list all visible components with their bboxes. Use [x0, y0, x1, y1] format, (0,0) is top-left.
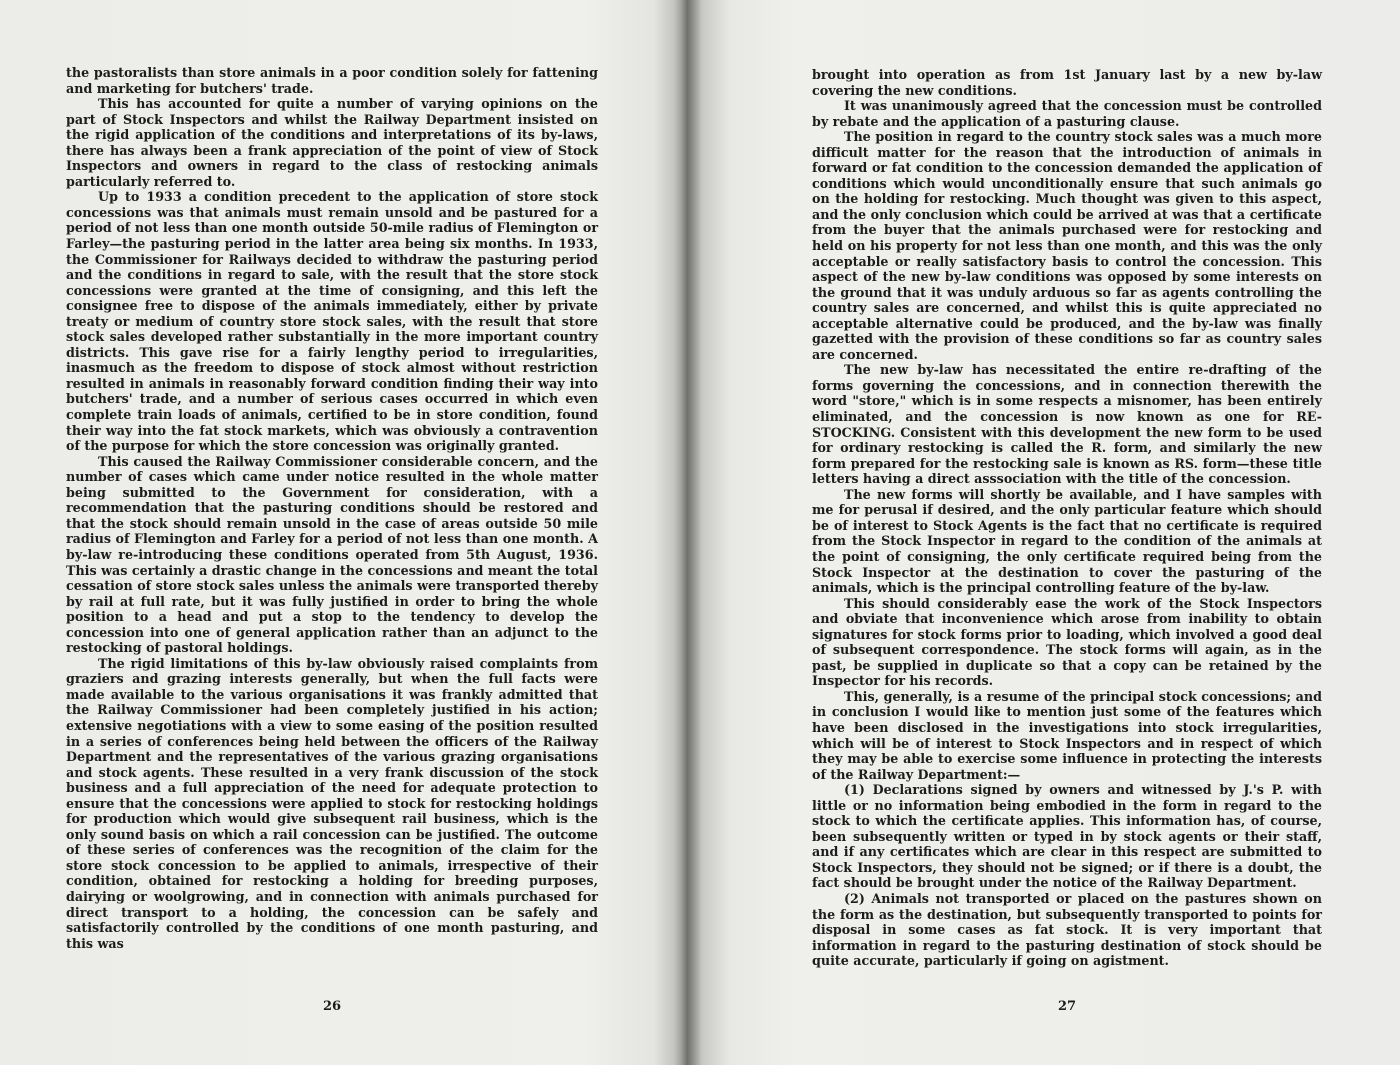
paragraph: (1) Declarations signed by owners and witnessed by J.'s P. with little or no information being embodied in the form in regard to the stock to which the certificate applies. This information has, of course, been subsequently written or typed in by stock agents or their staff, and if any certificates which are clear in this respect are submitted to Stock Inspectors, they should not be signed; or if there is a doubt, the fact should be brought under the notice of the Railway Department. — [812, 782, 1322, 891]
paragraph: The position in regard to the country stock sales was a much more difficult matter for the reason that the introduction of animals in forward or fat condition to the concession demanded the application of conditions which would unconditionally ensure that such animals go on the holding for restocking. Much thought was given to this aspect, and the only conclusion which could be arrived at was that a certificate from the buyer that the animals purchased were for restocking and held on his property for not less than one month, and this was the only acceptable or really satisfactory basis to control the concession. This aspect of the new by-law conditions was opposed by some interests on the ground that it was unduly arduous so far as agents controlling the country sales are concerned, and whilst this is quite appreciated no acceptable alternative could be produced, and the by-law was finally gazetted with the provision of these conditions so far as country sales are concerned. — [812, 129, 1322, 362]
paragraph: The rigid limitations of this by-law obviously raised complaints from graziers and grazing interests generally, but when the full facts were made available to the various organisations it was frankly admitted that the Railway Commissioner had been completely justified in his action; extensive negotiations with a view to some easing of the position resulted in a series of conferences being held between the officers of the Railway Department and the representatives of the various grazing organisations and stock agents. These resulted in a very frank discussion of the stock business and a full appreciation of the need for adequate protection to ensure that the concessions were applied to stock for restocking holdings for production which would give subsequent rail business, which is the only sound basis on which a rail concession can be justified. The outcome of these series of conferences was the recognition of the claim for the store stock concession to be applied to animals, irrespective of their condition, obtained for restocking a holding for breeding purposes, dairying or woolgrowing, and in connection with animals purchased for direct transport to a holding, the concession can be safely and satisfactorily controlled by the conditions of one month pasturing, and this was — [66, 655, 598, 951]
paragraph: This has accounted for quite a number of varying opinions on the part of Stock Inspectors and whilst the Railway Department insisted on the rigid application of the conditions and interpretations of its by-laws, there has always been a frank appreciation of the point of view of Stock Inspectors and owners in regard to the class of restocking animals particularly referred to. — [66, 96, 598, 189]
paragraph: The new by-law has necessitated the entire re-drafting of the forms governing the concessions, and in connection therewith the word "store," which is in some respects a misnomer, has been entirely eliminated, and the concession is now known as one for RE-STOCKING. Consistent with this development the new form to be used for ordinary restocking is called the R. form, and similarly the new form prepared for the restocking sale is known as RS. form—these title letters having a direct asssociation with the title of the concession. — [812, 362, 1322, 487]
page-number-left: 26 — [322, 999, 342, 1015]
paragraph: This should considerably ease the work of the Stock Inspectors and obviate that inconvenience which arose from inability to obtain signatures for stock forms prior to loading, which involved a good deal of subsequent correspondence. The stock forms will again, as in the past, be supplied in duplicate so that a copy can be retained by the Inspector for his records. — [812, 595, 1322, 689]
paragraph: The new forms will shortly be available, and I have samples with me for perusal if desired, and the only particular feature which should be of interest to Stock Agents is the fact that no certificate is required from the Stock Inspector in regard to the condition of the animals at the point of consigning, the only certificate required being from the Stock Inspector at the destination to cover the pasturing of the animals, which is the principal controlling feature of the by-law. — [812, 486, 1322, 596]
paragraph: the pastoralists than store animals in a poor condition solely for fattening and marketing for butchers' trade. — [66, 65, 598, 96]
left-page-body — [66, 65, 598, 951]
paragraph: It was unanimously agreed that the concession must be controlled by rebate and the application of a pasturing clause. — [812, 98, 1322, 129]
right-page-body — [812, 67, 1322, 969]
gutter-shadow-right — [688, 0, 702, 1065]
paragraph: (2) Animals not transported or placed on the pastures shown on the form as the destination, but subsequently transported to points for disposal in some cases as fat stock. It is very important that information in regard to the pasturing destination of stock should be quite accurate, particularly if going on agistment. — [812, 890, 1322, 969]
paragraph: Up to 1933 a condition precedent to the application of store stock concessions was that animals must remain unsold and be pastured for a period of not less than one month outside 50-mile radius of Flemington or Farley—the pasturing period in the latter area being six months. In 1933, the Commissioner for Railways decided to withdraw the pasturing period and the conditions in regard to sale, with the result that the store stock concessions were granted at the time of consigning, and this left the consignee free to dispose of the animals immediately, either by private treaty or medium of country store stock sales, with the result that store stock sales developed rather substantially in the more important country districts. This gave rise for a fairly lengthy period to irregularities, inasmuch as the freedom to dispose of stock almost without restriction resulted in animals in reasonably forward condition finding their way into butchers' trade, and a number of serious cases occurred in which even complete train loads of animals, certified to be in store condition, found their way into the fat stock markets, which was obviously a contravention of the purpose for which the store concession was originally granted. — [66, 189, 598, 454]
right-page — [688, 0, 1400, 1065]
page-number-right: 27 — [1057, 999, 1077, 1015]
gutter-shadow-left — [674, 0, 688, 1065]
paragraph: This, generally, is a resume of the principal stock concessions; and in conclusion I would like to mention just some of the features which have been disclosed in the investigations into stock irregularities, which will be of interest to Stock Inspectors and in respect of which they may be able to exercise some influence in protecting the interests of the Railway Department:— — [812, 688, 1322, 782]
paragraph: This caused the Railway Commissioner considerable concern, and the number of cases which came under notice resulted in the whole matter being submitted to the Government for consideration, with a recommendation that the pasturing conditions should be restored and that the stock should remain unsold in the case of areas outside 50 mile radius of Flemington and Farley for a period of not less than one month. A by-law re-introducing these conditions operated from 5th August, 1936. This was certainly a drastic change in the concessions and meant the total cessation of store stock sales unless the animals were transported thereby by rail at full rate, but it was fully justified in order to bring the whole position to a head and put a stop to the tendency to develop the concession into one of general application rather than an adjunct to the restocking of pastoral holdings. — [66, 453, 598, 656]
left-page — [0, 0, 688, 1065]
paragraph: brought into operation as from 1st January last by a new by-law covering the new conditions. — [812, 67, 1322, 98]
